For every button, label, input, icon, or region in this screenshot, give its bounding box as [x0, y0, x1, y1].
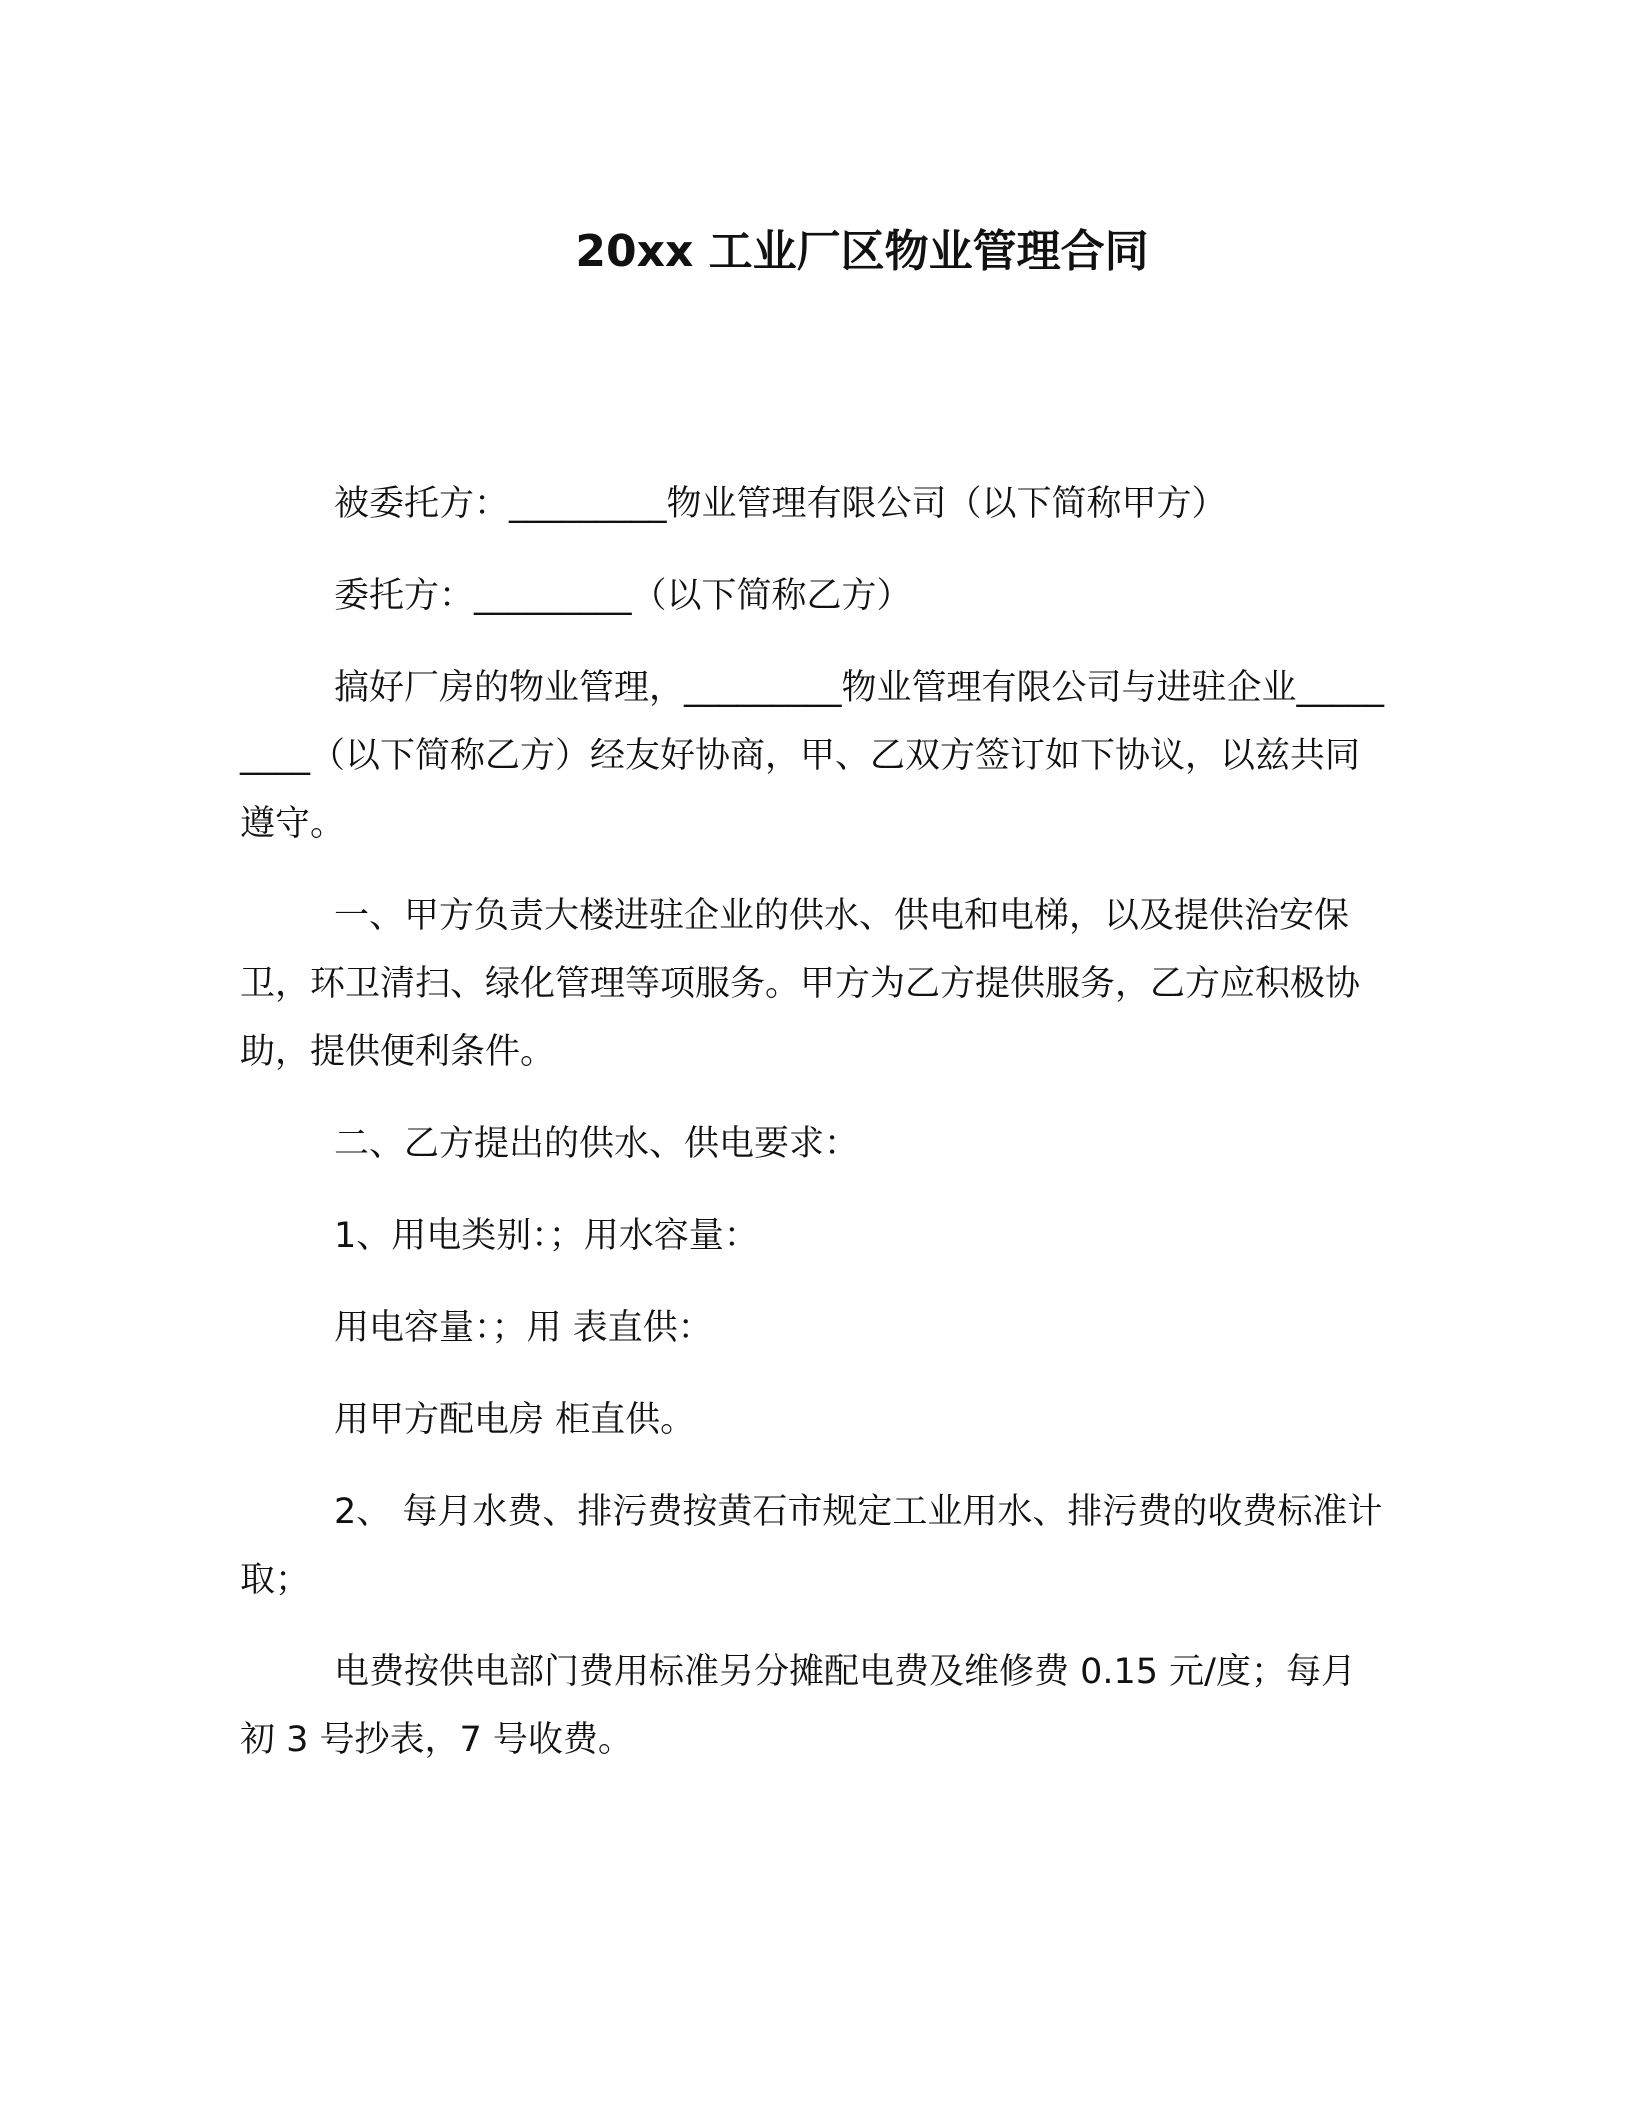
paragraph-preamble: 搞好厂房的物业管理，_________物业管理有限公司与进驻企业_________（以下简称乙方）经友好协商，甲、乙双方签订如下协议，以兹共同遵守。 — [240, 668, 1385, 844]
paragraph-electricity-fee: 电费按供电部门费用标准另分摊配电费及维修费 0.15 元/度；每月初 3 号抄表，7 号收费。 — [240, 1652, 1356, 1760]
document-body — [240, 470, 1388, 1774]
document-title: 20xx 工业厂区物业管理合同 — [575, 226, 1149, 277]
paragraph-power-capacity: 用电容量：；用 表直供： — [334, 1308, 713, 1348]
paragraph-entrusting-party: 委托方：_________（以下简称乙方） — [334, 576, 912, 616]
paragraph-power-room: 用甲方配电房 柜直供。 — [334, 1400, 696, 1440]
paragraph-clause-one: 一、甲方负责大楼进驻企业的供水、供电和电梯，以及提供治安保卫，环卫清扫、绿化管理等项服务。甲方为乙方提供服务，乙方应积极协助，提供便利条件。 — [240, 896, 1361, 1072]
paragraph-entrusted-party: 被委托方：_________物业管理有限公司（以下简称甲方） — [334, 484, 1227, 524]
paragraph-clause-two: 二、乙方提出的供水、供电要求： — [334, 1124, 860, 1164]
paragraph-item-one: 1、用电类别：；用水容量： — [334, 1216, 759, 1256]
paragraph-item-two: 2、 每月水费、排污费按黄石市规定工业用水、排污费的收费标准计取； — [240, 1492, 1383, 1600]
